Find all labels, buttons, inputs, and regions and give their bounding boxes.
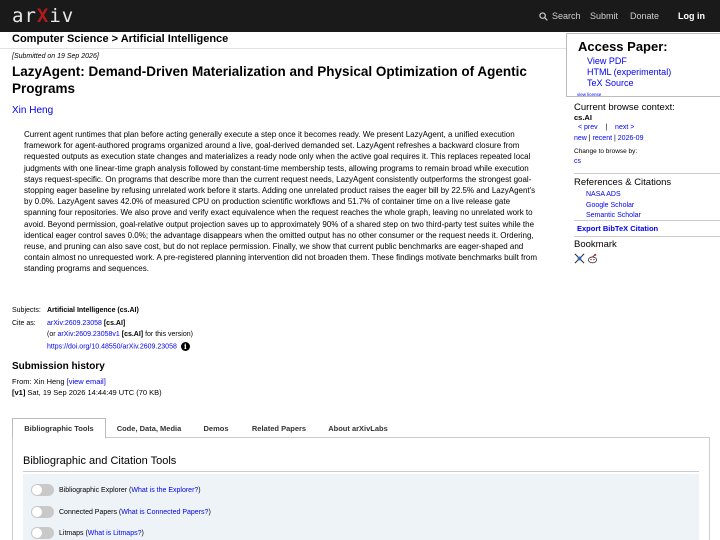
browse-cs-link[interactable]: cs — [574, 158, 581, 165]
connected-papers-toggle[interactable] — [31, 506, 54, 518]
new-link[interactable]: new — [574, 135, 587, 142]
tab-related-papers[interactable] — [242, 418, 316, 438]
google-scholar-link[interactable]: Google Scholar — [586, 201, 635, 209]
submission-history — [12, 376, 162, 398]
toggle-label: Litmaps — [59, 529, 84, 537]
tab-label: Related Papers — [251, 423, 307, 433]
logo-text-pre: ar — [12, 5, 37, 27]
explorer-help-link[interactable]: What is the Explorer? — [131, 486, 199, 494]
toggle-row-connected-papers: Connected Papers ( What is Connected Papers? ) — [31, 506, 211, 518]
tab-about-arxivlabs[interactable] — [318, 418, 398, 438]
version-id-link[interactable]: arXiv:2609.23058v1 — [57, 331, 120, 338]
tab-code-data-media[interactable] — [108, 418, 190, 438]
search-link[interactable] — [539, 0, 581, 32]
search-icon — [539, 12, 548, 21]
search-label: Search — [552, 11, 581, 21]
tab-label: Demos — [203, 423, 229, 433]
view-email-link[interactable]: [view email] — [66, 377, 106, 386]
access-paper-title: Access Paper: — [578, 39, 668, 54]
top-navigation-bar — [0, 0, 720, 32]
license-link[interactable]: view license — [577, 92, 602, 97]
tab-label: Code, Data, Media — [116, 423, 182, 433]
tab-bibliographic-tools[interactable] — [12, 418, 106, 439]
bibsonomy-icon[interactable] — [574, 253, 585, 264]
labs-tabs — [12, 418, 710, 438]
nav-separator: | — [614, 135, 616, 142]
author-link[interactable]: Xin Heng — [12, 105, 54, 116]
nav-separator: | — [588, 135, 591, 142]
reddit-icon[interactable] — [587, 253, 598, 264]
litmaps-toggle[interactable] — [31, 527, 54, 539]
nasa-ads-link[interactable]: NASA ADS — [586, 191, 621, 198]
toggle-row-litmaps: Litmaps ( What is Litmaps? ) — [31, 527, 144, 539]
doi-link[interactable]: https://doi.org/10.48550/arXiv.2609.23058 — [47, 343, 177, 351]
cite-as-label: Cite as: — [12, 320, 36, 327]
browse-category: cs.AI — [574, 113, 592, 122]
donate-link[interactable]: Donate — [630, 11, 660, 21]
panel-title: Bibliographic and Citation Tools — [23, 455, 177, 467]
history-from: From: Xin Heng — [12, 377, 67, 386]
toggle-label: Connected Papers — [59, 508, 117, 516]
change-browse-label: Change to browse by: — [574, 148, 638, 155]
abstract: Current agent runtimes that plan before acting generally execute a step once it becomes ready. We present LazyAgent, a unified execution framework for agent-authored programs organized around a live, goal-derived demanded set. LazyAgent refreshes a backward closure from requested outputs as execution state changes and materializes a ready node only when the active goal requires it. This replaces repeated local judgments with one linear-time graph analysis followed by constant-time membership tests, allowing programs to remain broad while execution stays request-specific. On programs that describe more than the current request needs, LazyAgent consistently outperforms the strongest goal-stopping eager baseline by refusing unrelated work before it starts. Adding one unrelated product raises the eager bill by 22.5% and LazyAgent's by 0.0%. LazyAgent saves 42.0% of measured CPU on production scientific workflows and 51.7% of container time on a live release gate spanning four repositories. We also prove and verify exact equivalence when the request reaches the whole graph, leaving no unrelated work to avoid. Beyond permission, goal-relative output projection saves up to approximately 90% of a shared step on two third-party test suites while the identical eager control saves 0.0%; the advantage disappears when the omitted output has no other consumer or the request needs it. Ordering, reuse, and pruning can also save cost, but do not replace permission. Finally, we show that current public benchmarks are eager-shaped and contain almost no unrequested work. A pre-registered planning intervention did not broaden them. These findings motivate benchmarks built from standing programs and sequences. — [24, 130, 538, 274]
tab-label: About arXivLabs — [328, 423, 388, 433]
sidebar-divider — [574, 236, 720, 237]
version-prefix: (or — [47, 331, 58, 338]
subjects-value: Artificial Intelligence (cs.AI) — [47, 307, 139, 314]
submission-date: [Submitted on 19 Sep 2026] — [12, 53, 99, 60]
logo-text-post: iv — [49, 5, 75, 27]
paper-title: LazyAgent: Demand-Driven Materialization and Physical Optimization of Agentic Programs — [12, 64, 527, 96]
info-icon[interactable]: i — [181, 342, 190, 351]
arxiv-logo[interactable] — [12, 5, 74, 27]
panel-divider — [23, 471, 699, 472]
sidebar-divider — [574, 220, 720, 221]
references-title: References & Citations — [574, 177, 672, 188]
toggle-row-explorer: Bibliographic Explorer ( What is the Explorer? ) — [31, 484, 201, 496]
prev-link[interactable]: < prev — [578, 124, 598, 131]
access-paper-box — [566, 33, 720, 97]
nav-separator: | — [605, 124, 608, 131]
export-bibtex-link[interactable]: Export BibTeX Citation — [577, 224, 659, 233]
tex-source-link[interactable]: TeX Source — [587, 78, 634, 88]
version-date: Sat, 19 Sep 2026 14:44:49 UTC (70 KB) — [25, 388, 162, 397]
recent-link[interactable]: recent — [592, 135, 613, 142]
tab-demos[interactable] — [192, 418, 240, 438]
toggle-label: Bibliographic Explorer — [59, 486, 128, 494]
login-link[interactable]: Log in — [678, 11, 705, 21]
next-link[interactable]: next > — [615, 124, 635, 131]
breadcrumb: Computer Science > Artificial Intelligence — [12, 33, 229, 45]
header-divider — [0, 48, 566, 49]
version-category: [cs.AI] — [121, 331, 144, 338]
bookmark-title: Bookmark — [574, 239, 617, 250]
semantic-scholar-link[interactable]: Semantic Scholar — [586, 212, 641, 219]
browse-context-title: Current browse context: — [574, 102, 675, 113]
html-link[interactable]: HTML (experimental) — [587, 67, 672, 77]
submit-link[interactable]: Submit — [590, 11, 619, 21]
sidebar-divider — [574, 173, 720, 174]
tab-label: Bibliographic Tools — [24, 424, 94, 433]
arxiv-id-link[interactable]: arXiv:2609.23058 — [47, 320, 102, 327]
version-tag: [v1] — [12, 388, 26, 397]
logo-text-x: X — [36, 5, 50, 27]
view-pdf-link[interactable]: View PDF — [587, 56, 627, 66]
connected-papers-help-link[interactable]: What is Connected Papers? — [121, 508, 209, 516]
subjects-label: Subjects: — [12, 307, 41, 314]
submission-history-title: Submission history — [12, 361, 105, 372]
version-suffix: for this version) — [143, 331, 193, 338]
explorer-toggle[interactable] — [31, 484, 54, 496]
litmaps-help-link[interactable]: What is Litmaps? — [87, 529, 142, 537]
month-link[interactable]: 2026-09 — [617, 135, 644, 142]
cite-category: [cs.AI] — [103, 320, 126, 327]
